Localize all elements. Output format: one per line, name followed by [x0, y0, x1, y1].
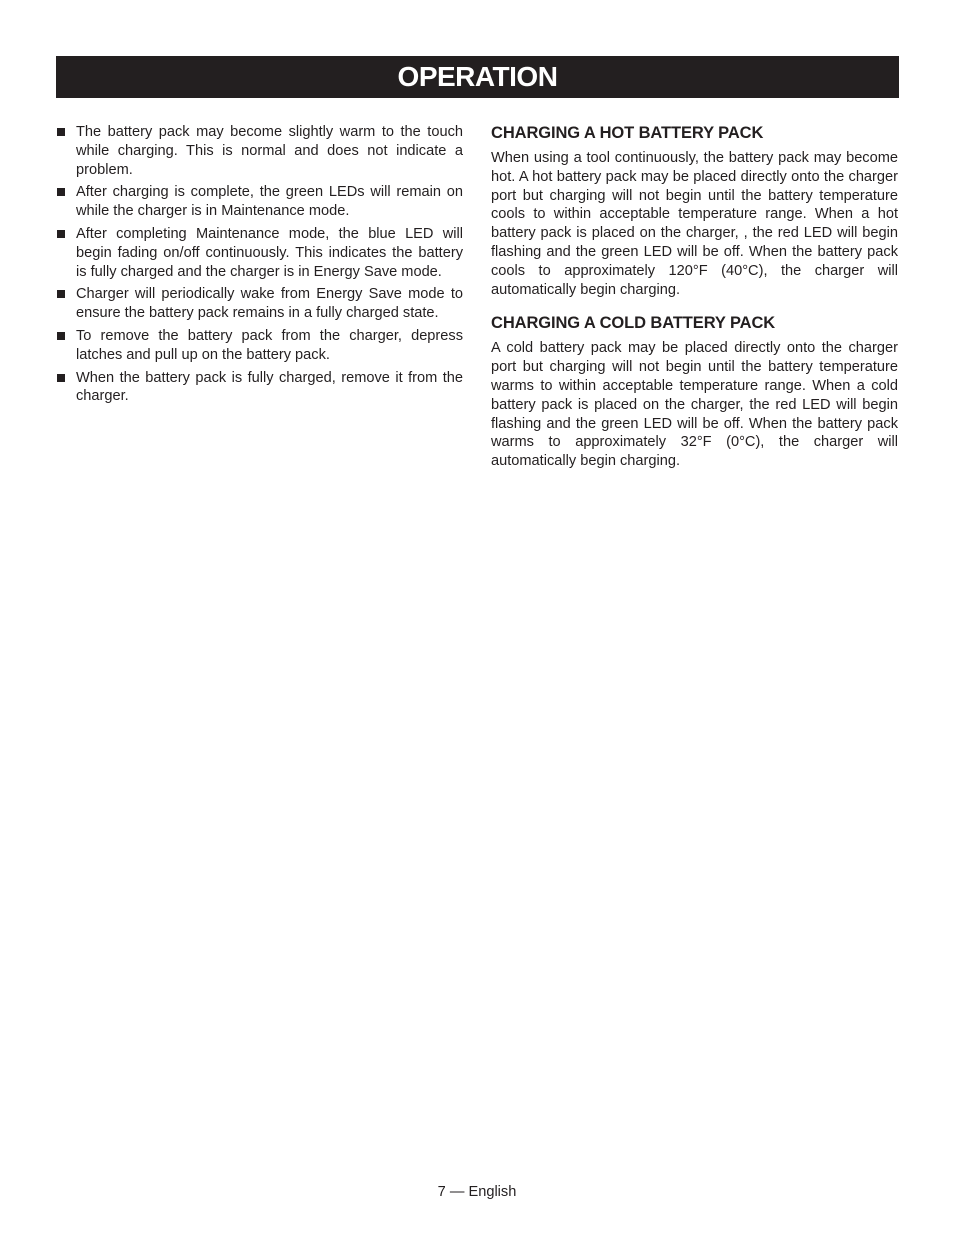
bullet-list [56, 123, 463, 406]
list-item [56, 369, 463, 407]
list-item [56, 285, 463, 323]
list-item-text: To remove the battery pack from the charger, depress latches and pull up on the battery pack. [76, 327, 463, 363]
square-bullet-icon [57, 128, 65, 136]
list-item [56, 123, 463, 179]
list-item-text: When the battery pack is fully charged, remove it from the charger. [76, 369, 463, 405]
right-column [491, 123, 898, 471]
left-column [56, 123, 463, 410]
section-spacer [491, 299, 898, 313]
page-title: OPERATION [397, 61, 558, 92]
list-item-text: After charging is complete, the green LEDs will remain on while the charger is in Maintenance mode. [76, 184, 463, 220]
square-bullet-icon [57, 332, 65, 340]
square-bullet-icon [57, 188, 65, 196]
cold-battery-paragraph: A cold battery pack may be placed directly onto the charger port but charging will not begin until the battery temperature warms to within acceptable temperature range. When a cold battery pack is placed on the charger, the red LED will begin flashing and the green LED will be off. When the battery pack warms to approximately 32°F (0°C), the charger will automatically begin charging. [491, 340, 898, 470]
list-item-text: Charger will periodically wake from Energy Save mode to ensure the battery pack remains in a fully charged state. [76, 286, 463, 322]
list-item-text: The battery pack may become slightly warm to the touch while charging. This is normal and does not indicate a problem. [76, 124, 463, 178]
list-item [56, 327, 463, 365]
square-bullet-icon [57, 230, 65, 238]
square-bullet-icon [57, 290, 65, 298]
cold-battery-heading: CHARGING A COLD BATTERY PACK [491, 314, 776, 333]
page-footer [0, 1183, 954, 1201]
list-item-text: After completing Maintenance mode, the blue LED will begin fading on/off continuously. This indicates the battery is fully charged and the charger is in Energy Save mode. [76, 225, 463, 280]
page-number-label: 7 — English [437, 1184, 517, 1200]
list-item [56, 225, 463, 281]
hot-battery-heading: CHARGING A HOT BATTERY PACK [491, 124, 764, 142]
list-item [56, 183, 463, 221]
square-bullet-icon [57, 374, 65, 382]
section-banner [56, 56, 899, 98]
hot-battery-paragraph: When using a tool continuously, the battery pack may become hot. A hot battery pack may be placed directly onto the charger port but charging will not begin until the battery temperature cools to within acceptable temperature range. When a hot battery pack is placed on the charger, , the red LED will begin flashing and the green LED will be off. When the battery pack cools to approximately 120°F (40°C), the charger will automatically begin charging. [491, 150, 898, 298]
